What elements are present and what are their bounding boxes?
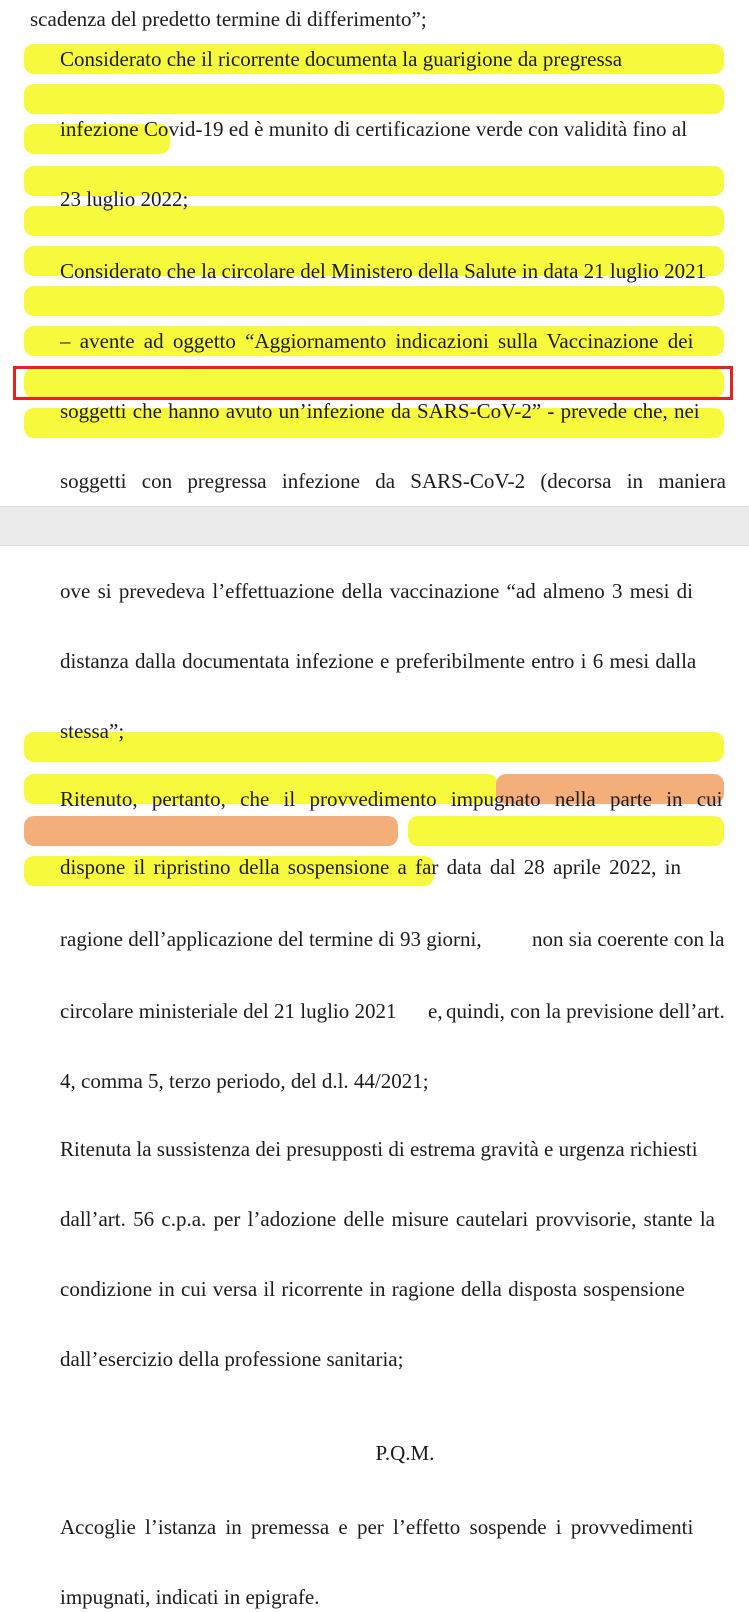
text-line: distanza dalla documentata infezione e preferibilmente entro i 6 mesi dalla: [60, 649, 697, 673]
text-line: [60, 924, 749, 954]
highlight-orange: [24, 816, 398, 846]
text-line: impugnati, indicati in epigrafe.: [60, 1585, 320, 1609]
text-segment: quindi, con la previsione dell’art.: [446, 999, 725, 1023]
text-line: scadenza del predetto termine di differimento”;: [30, 7, 427, 31]
text-line: 4, comma 5, terzo periodo, del d.l. 44/2021;: [60, 1069, 429, 1093]
text-line: Accoglie l’istanza in premessa e per l’effetto sospende i provvedimenti: [60, 1515, 694, 1539]
text-segment: e,: [428, 999, 443, 1023]
text-line: soggetti con pregressa infezione da SARS-CoV-2 (decorsa in maniera: [60, 469, 726, 493]
text-line: stessa”;: [60, 719, 125, 743]
text-line: infezione Covid-19 ed è munito di certificazione verde con validità fino al: [60, 117, 688, 141]
text-line: dall’esercizio della professione sanitaria;: [60, 1347, 404, 1371]
text-line: soggetti che hanno avuto un’infezione da SARS-CoV-2” - prevede che, nei: [60, 399, 700, 423]
document-page-top: [0, 0, 749, 506]
red-annotation-box: [13, 366, 733, 400]
highlight-yellow: [408, 816, 724, 846]
text-segment: ragione dell’applicazione del termine di 93 giorni,: [60, 927, 482, 951]
text-segment-orange: circolare ministeriale del 21 luglio 2021: [60, 999, 397, 1023]
text-line: dall’art. 56 c.p.a. per l’adozione delle misure cautelari provvisorie, stante la: [60, 1207, 715, 1231]
section-heading: P.Q.M.: [375, 1441, 435, 1465]
text-line: Considerato che il ricorrente documenta la guarigione da pregressa: [60, 47, 623, 71]
text-line: dispone il ripristino della sospensione a far data dal 28 aprile 2022, in: [60, 855, 681, 879]
text-line: 23 luglio 2022;: [60, 187, 189, 211]
text-line: Ritenuto, pertanto, che il provvedimento impugnato nella parte in cui: [60, 787, 723, 811]
text-segment-orange: non sia coerente con la: [532, 927, 725, 951]
highlight-yellow: [24, 84, 724, 114]
text-line: Considerato che la circolare del Ministero della Salute in data 21 luglio 2021: [60, 259, 707, 283]
text-line: [60, 996, 749, 1026]
text-line: Ritenuta la sussistenza dei presupposti di estrema gravità e urgenza richiesti: [60, 1137, 698, 1161]
text-line: ove si prevedeva l’effettuazione della vaccinazione “ad almeno 3 mesi di: [60, 579, 693, 603]
page-separator: [0, 506, 749, 546]
document-page-bottom: [0, 546, 749, 1609]
text-line: condizione in cui versa il ricorrente in ragione della disposta sospensione: [60, 1277, 685, 1301]
text-line: – avente ad oggetto “Aggiornamento indicazioni sulla Vaccinazione dei: [60, 329, 694, 353]
highlight-yellow: [24, 286, 724, 316]
